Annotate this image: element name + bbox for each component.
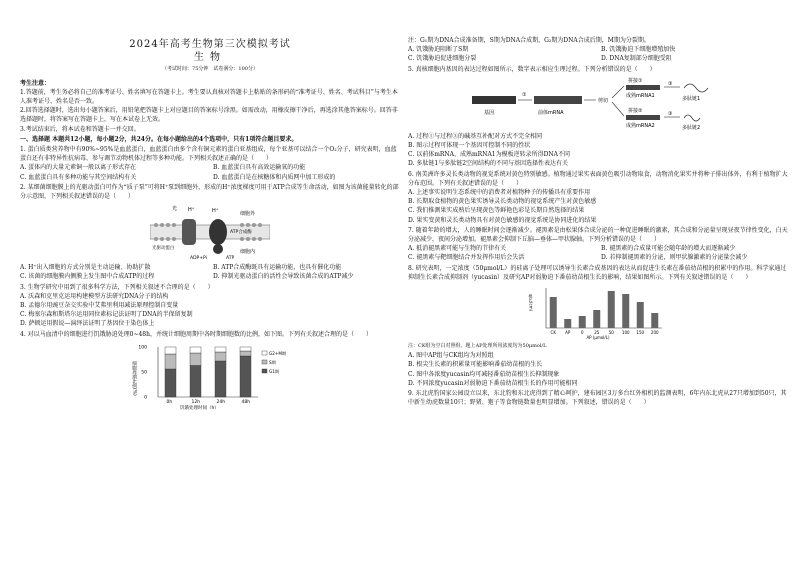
atpase-label: ATP合成酶 bbox=[230, 230, 252, 236]
option-c: C. 梅塞尔森和斯塔尔运用同位素标记法证明了DNA的半保留复制 bbox=[20, 311, 193, 319]
mrna1-bar bbox=[626, 85, 660, 90]
option-b: B. 饥饿胁迫下细胞增殖加快 bbox=[601, 46, 676, 54]
question-8-chart-note: 注：CK组为空白对照组，题上AP处理所用浓度均为50μmol/L bbox=[408, 343, 547, 350]
option-c: C. 褪黑素与靶细胞结合并发挥作用后会失活 bbox=[408, 254, 525, 262]
option-a: A. 过程①与过程③的碱基互补配对方式不完全相同 bbox=[408, 132, 543, 140]
bar-segment bbox=[215, 361, 226, 397]
bar-segment bbox=[240, 351, 251, 356]
arrow-down bbox=[612, 102, 624, 116]
legend-swatch bbox=[262, 369, 267, 373]
atp-synthase bbox=[209, 219, 227, 245]
option-c: C. 血蓝蛋白具有多种功能与其空间结构有关 bbox=[20, 173, 137, 181]
light-label: 光 bbox=[172, 206, 178, 213]
step-3-label: ③ bbox=[668, 110, 673, 117]
notes-heading: 考生注意： bbox=[20, 79, 51, 87]
question-9-stem: 9. 东北虎豹国家公园设立以来，东北豹和东北虎得到了精心呵护，建布园区3万多台红外相机的监测表明，6年内东北虎从27只增加到50只，其中新生幼虎数量10只；野猪、狍子等食物链数量也明显增加。下列叙述，错误的是（ ） bbox=[408, 390, 787, 407]
bar-segment bbox=[165, 369, 176, 397]
mrna2-bar bbox=[626, 115, 660, 120]
bar-segment bbox=[240, 347, 251, 351]
bar-segment bbox=[215, 347, 226, 352]
x-axis-label: 饥饿处理时间（h） bbox=[180, 405, 219, 411]
bar bbox=[550, 297, 557, 328]
splice-1-label: 拼接① bbox=[628, 77, 643, 84]
outer-label: 细胞外 bbox=[240, 211, 256, 218]
option-d: D. 血蓝蛋白是在核糖体和内质网中加工形成的 bbox=[213, 173, 336, 181]
root-length-chart bbox=[528, 284, 668, 340]
x-tick-label: 100 bbox=[621, 330, 630, 336]
x-tick-label: 150 bbox=[636, 330, 645, 336]
question-2-figure bbox=[20, 203, 400, 261]
chain2-shape bbox=[684, 115, 700, 121]
x-tick-label: 0 bbox=[580, 330, 584, 336]
option-d: D. 果实变黄和灵长类动物具有对黄色敏感的视觉系统是协同进化的结果 bbox=[408, 216, 597, 224]
option-d: D. 不同浓度yucasin对弱胁迫下番茄幼苗根生长的作用可能相同 bbox=[408, 379, 578, 387]
x-tick-label: 24h bbox=[216, 399, 226, 405]
bar bbox=[564, 319, 571, 328]
legend-label: G1期 bbox=[269, 368, 280, 374]
option-b: B. 血蓝蛋白具有高效运输氧的功能 bbox=[213, 164, 306, 172]
cut-label: 剪切 bbox=[598, 97, 609, 104]
option-a: A. 上述事实说明生态系统中的消费者对植物种子的传播具有重要作用 bbox=[408, 189, 591, 197]
option-c: C. 饥饿胁迫促进细胞分裂 bbox=[408, 55, 477, 63]
bar-segment bbox=[190, 353, 201, 366]
splice-2-label: 拼接② bbox=[628, 107, 643, 114]
x-tick-label: 12h bbox=[191, 399, 201, 405]
option-a: A. H⁺出入细胞的方式分别是主动运输、协助扩散 bbox=[20, 264, 151, 272]
option-c: C. 我们推测果实成熟后呈现黄色等鲜艳色彩是长期自然选择的结果 bbox=[408, 207, 585, 215]
bar-segment bbox=[165, 354, 176, 369]
adp-label: ADP+Pi bbox=[190, 256, 207, 262]
bar bbox=[593, 310, 600, 328]
option-b: B. 孟德尔用豌豆杂交实验中艾弗里利用减法原理控制自变量 bbox=[20, 302, 179, 310]
option-c: C. 图中各浓度yucasin均可减轻番茄幼苗根生长抑制现象 bbox=[408, 370, 560, 378]
option-c: C. 以前体mRNA、成熟mRNA1为模板逆转录所得DNA不同 bbox=[408, 151, 570, 159]
bar-segment bbox=[190, 347, 201, 353]
option-d: D. 多肽链1与多肽链2空间结构的不同与基因选择性表达有关 bbox=[408, 160, 569, 168]
question-7-options bbox=[408, 244, 788, 262]
left-column bbox=[20, 40, 400, 413]
question-8-stem: 8. 研究表明，一定浓度（50μmol/L）的硅离子处理可以诱导生长素合成基因的表达从而促进生长素在番茄幼苗根的积累中的作用。科学家通过抑制生长素合成抑制剂（yucasin）及研究AP对弱胁迫下番茄幼苗根生长的影响，结果如图所示。下列有关叙述错误的是（ ） bbox=[408, 264, 787, 281]
atp-label: ATP bbox=[226, 256, 235, 262]
protein-label: 光驱动蛋白 bbox=[152, 246, 175, 252]
option-d: D. 抑制光驱动蛋白的活性会导致该菌合成的ATP减少 bbox=[213, 273, 354, 281]
bar bbox=[622, 294, 629, 328]
option-a: A. 饥饿胁迫阻断了S期 bbox=[408, 46, 469, 54]
question-1-options bbox=[20, 163, 400, 181]
legend-swatch bbox=[262, 351, 267, 355]
x-tick-label: AP bbox=[565, 330, 571, 336]
question-5-stem: 5. 真核细胞内基因的表达过程如图所示，数字表示相应生理过程。下列分析错误的是（ ） bbox=[408, 65, 656, 73]
cell-cycle-chart bbox=[130, 341, 290, 411]
option-a: A. 蛋体内的大量元素铜一般以离子形式存在 bbox=[20, 164, 137, 172]
gene-label: 基因 bbox=[484, 109, 495, 116]
question-8-figure bbox=[408, 284, 788, 340]
question-2-options bbox=[20, 263, 400, 281]
y-tick-label: 50 bbox=[141, 370, 147, 376]
option-d: D. 萨顿运用假说—演绎法证明了基因位于染色体上 bbox=[20, 320, 155, 328]
bar bbox=[651, 313, 658, 328]
bar bbox=[637, 302, 644, 328]
step-1-label: ① bbox=[522, 91, 527, 98]
question-4-figure bbox=[20, 341, 400, 411]
option-b: B. 根尖生长素的积累量可能影响番茄幼苗根的生长 bbox=[408, 361, 543, 369]
atp-synthase-head bbox=[213, 244, 223, 254]
hplus-label: H⁺ bbox=[188, 207, 195, 214]
option-c: C. 该菌的细胞膜内侧膜上发生图中合成ATP的过程 bbox=[20, 273, 155, 281]
x-tick-label: 50 bbox=[608, 330, 614, 336]
x-tick-label: 25 bbox=[594, 330, 600, 336]
note-item: 3.考试结束后，将本试卷和答题卡一并交回。 bbox=[20, 125, 140, 133]
x-axis-label: AP (μmol/L) bbox=[586, 335, 610, 341]
option-d: D. 若抑制褪黑素的分泌，则甲状腺激素的分泌量会减少 bbox=[601, 254, 748, 262]
y-axis-label: 细胞周期比例(%) bbox=[131, 360, 137, 396]
mrna2-label: 成熟mRNA2 bbox=[626, 122, 655, 129]
bar bbox=[608, 291, 615, 328]
note-item: 1.答题前，考生务必将自己的准考证号、姓名填写在答题卡上。考生要认真核对答题卡上粘贴的条形码的“准考证号、姓名、考试科目”与考生本人准考证号、姓名是否一致。 bbox=[20, 88, 398, 106]
question-5-figure bbox=[408, 76, 788, 130]
question-7-stem: 7. 随着年龄的增大，人的睡眠时间会逐渐减少。褪黑素是由松果体合成分泌的一种促进睡眠的激素，其合成和分泌量呈现昼夜节律性变化，白天分泌减少，夜间分泌增加。褪黑素会抑制下丘脑—垂体—甲状腺轴。下列分析错误的是（ ） bbox=[408, 226, 788, 244]
light-driven-protein bbox=[182, 219, 196, 245]
question-3-stem: 3. 生物学研究中用到了很多科学方法，下列相关叙述不合理的是（ ） bbox=[20, 283, 214, 291]
option-d: D. DNA复制部分细胞受阻 bbox=[601, 55, 672, 63]
step-3-label: ③ bbox=[668, 80, 673, 87]
question-4-note: 注：G₁期为DNA合成准备期，S期为DNA合成期，G₂期为DNA合成后期，M期为分裂期。 bbox=[408, 37, 650, 44]
x-tick-label: 200 bbox=[650, 330, 659, 336]
option-b: B. 图示过程可体现一个基因可控制不同的性状 bbox=[408, 142, 531, 150]
chain2-label: 多肽链2 bbox=[682, 124, 701, 130]
exam-subject: 生物 bbox=[194, 52, 226, 64]
bar bbox=[579, 316, 586, 328]
bar-segment bbox=[165, 347, 176, 354]
bar-segment bbox=[240, 356, 251, 397]
section-heading: 一、选择题 本题共12小题，每小题2分，共24分。在每小题给出的4个选项中，只有1项符合题目要求。 bbox=[20, 135, 298, 143]
inner-label: 细胞内 bbox=[240, 249, 256, 256]
x-tick-label: 48h bbox=[241, 399, 251, 405]
option-a: A. 图中AP组与CK组均为对照组 bbox=[408, 352, 494, 360]
chain1-shape bbox=[684, 84, 708, 92]
right-column bbox=[408, 36, 788, 407]
y-axis-label: 根长(cm) bbox=[528, 294, 534, 312]
bar-segment bbox=[215, 352, 226, 361]
option-a: A. 沃森和克里克运用构建模型方法研究DNA分子的结构 bbox=[20, 292, 169, 300]
question-4-options bbox=[408, 45, 788, 63]
y-tick-label: 100 bbox=[138, 345, 147, 351]
y-tick-label: 0 bbox=[144, 395, 147, 401]
question-6-stem: 6. 南美洲许多灵长类动物的视觉系统对黄色特别敏感。植物通过果实表面黄色吸引动物取食，动物消化果实并将种子排出体外，有利于植物扩大分布范围。下列有关叙述错误的是（ ） bbox=[408, 170, 788, 187]
pre-mrna-label: 前体mRNA bbox=[538, 109, 564, 116]
membrane-diagram bbox=[150, 203, 270, 261]
x-tick-label: 0h bbox=[166, 399, 173, 405]
pre-mrna-bar bbox=[534, 96, 582, 104]
option-b: B. 褪黑素的合成量可能会随年龄的增大而逐渐减少 bbox=[601, 245, 736, 253]
question-2-stem: 2. 某细菌细胞膜上的光驱动蛋白可作为“质子泵”可将H⁺泵到细胞外，形成的H⁺浓度梯度可用于ATP合成等生命活动，如图为该菌能量转化的部分示意图，下列相关叙述错误的是（ ） bbox=[20, 183, 399, 201]
legend-label: G2+M期 bbox=[269, 350, 287, 356]
question-1-stem: 1. 蛋白质类营养物中有90%~95%是血蓝蛋白，血蓝蛋白由多个含有铜元素的蛋白亚基组成，每个亚基可以结合一个O₂分子，研究表明，血蓝蛋白还有非特异性抗病毒、参与调节动物机体过程等多种功能。下列相关叙述正确的是（ ） bbox=[20, 146, 397, 163]
option-a: A. 抵消褪黑素可能与生物的节律有关 bbox=[408, 245, 507, 253]
note-item: 2.回答选择题时，选出每小题答案后，用铅笔把答题卡上对应题目的答案标号涂黑。如需改动，用橡皮擦干净后，再选涂其他答案标号。回答非选择题时，将答案写在答题卡上，写在本试卷上无效。 bbox=[20, 107, 398, 124]
gene-expression-diagram bbox=[468, 76, 728, 130]
option-b: B. ATP合成酶既具有运输功能，也具有催化功能 bbox=[213, 264, 342, 272]
hplus-label: H⁺ bbox=[212, 208, 219, 215]
arrow-up bbox=[612, 86, 624, 98]
exam-meta: （考试时间：75分钟 试卷满分：100分） bbox=[162, 66, 258, 73]
chain1-label: 多肽链1 bbox=[682, 95, 701, 102]
exam-title: 2024年高考生物第三次模拟考试 bbox=[129, 39, 291, 50]
legend-swatch bbox=[262, 360, 267, 364]
question-4-stem: 4. 对以马血清中的细胞进行饥饿胁迫处理0~48h，并统计细胞周期中各时期细胞数的比例，如下图。下列有关叙述合理的是（ ） bbox=[20, 330, 372, 338]
gene-bar bbox=[472, 96, 516, 104]
option-b: B. 长期取食植物的黄色果实诱导灵长类动物的视觉系统产生对黄色敏感 bbox=[408, 198, 597, 206]
x-tick-label: CK bbox=[550, 330, 556, 336]
mrna1-label: 成熟mRNA1 bbox=[626, 92, 655, 99]
legend-label: S期 bbox=[269, 359, 276, 365]
bar-segment bbox=[190, 365, 201, 397]
